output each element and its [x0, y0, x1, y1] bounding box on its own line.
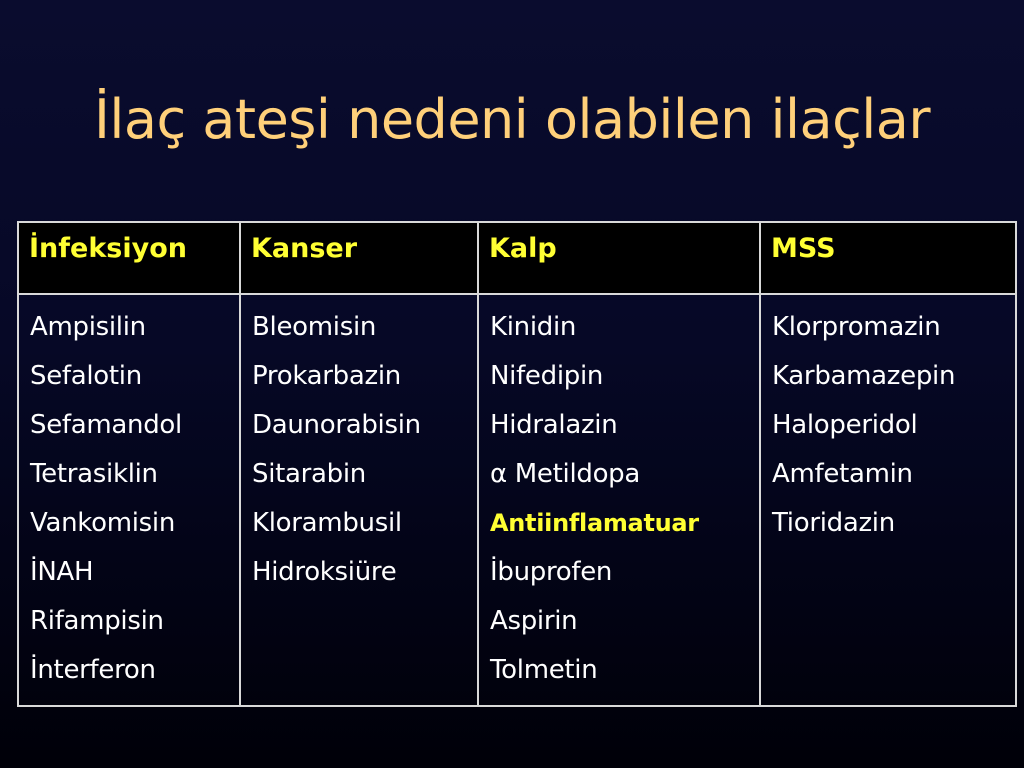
drug-item: Aspirin: [490, 606, 578, 636]
drug-item: Sefalotin: [30, 361, 142, 391]
drug-item: Klorpromazin: [772, 312, 941, 342]
column-kanser: [240, 294, 478, 706]
drug-item: Rifampisin: [30, 606, 164, 636]
drug-item: Hidralazin: [490, 410, 618, 440]
header-kanser: Kanser: [240, 222, 478, 294]
drug-item: Daunorabisin: [252, 410, 421, 440]
drug-item: İNAH: [30, 557, 94, 587]
header-mss: MSS: [760, 222, 1016, 294]
column-infeksiyon: [18, 294, 240, 706]
column-kalp: [478, 294, 760, 706]
table-header-row: [18, 222, 1016, 294]
table-body-row: [18, 294, 1016, 706]
drug-item: Tolmetin: [490, 655, 598, 685]
drug-item: Prokarbazin: [252, 361, 401, 391]
drug-item: İbuprofen: [490, 557, 613, 587]
drug-item: Vankomisin: [30, 508, 176, 538]
drug-item: Kinidin: [490, 312, 577, 342]
drug-item: Hidroksiüre: [252, 557, 397, 587]
header-kalp: Kalp: [478, 222, 760, 294]
drug-item: Haloperidol: [772, 410, 918, 440]
drug-item: Klorambusil: [252, 508, 402, 538]
drug-item: Nifedipin: [490, 361, 604, 391]
drug-item: Amfetamin: [772, 459, 913, 489]
drug-item: Sitarabin: [252, 459, 366, 489]
drug-item: Bleomisin: [252, 312, 377, 342]
drug-item: Sefamandol: [30, 410, 182, 440]
drug-item: Ampisilin: [30, 312, 146, 342]
drug-item: Karbamazepin: [772, 361, 956, 391]
drug-item: Tetrasiklin: [30, 459, 158, 489]
column-mss: [760, 294, 1016, 706]
slide-title: İlaç ateşi nedeni olabilen ilaçlar: [93, 88, 931, 151]
drug-item: Tioridazin: [772, 508, 895, 538]
drug-table: [17, 221, 1017, 707]
drug-category-antiinflamatuar: Antiinflamatuar: [490, 509, 699, 537]
drug-item: α Metildopa: [490, 459, 641, 489]
drug-item: İnterferon: [30, 655, 156, 685]
header-infeksiyon: İnfeksiyon: [18, 222, 240, 294]
